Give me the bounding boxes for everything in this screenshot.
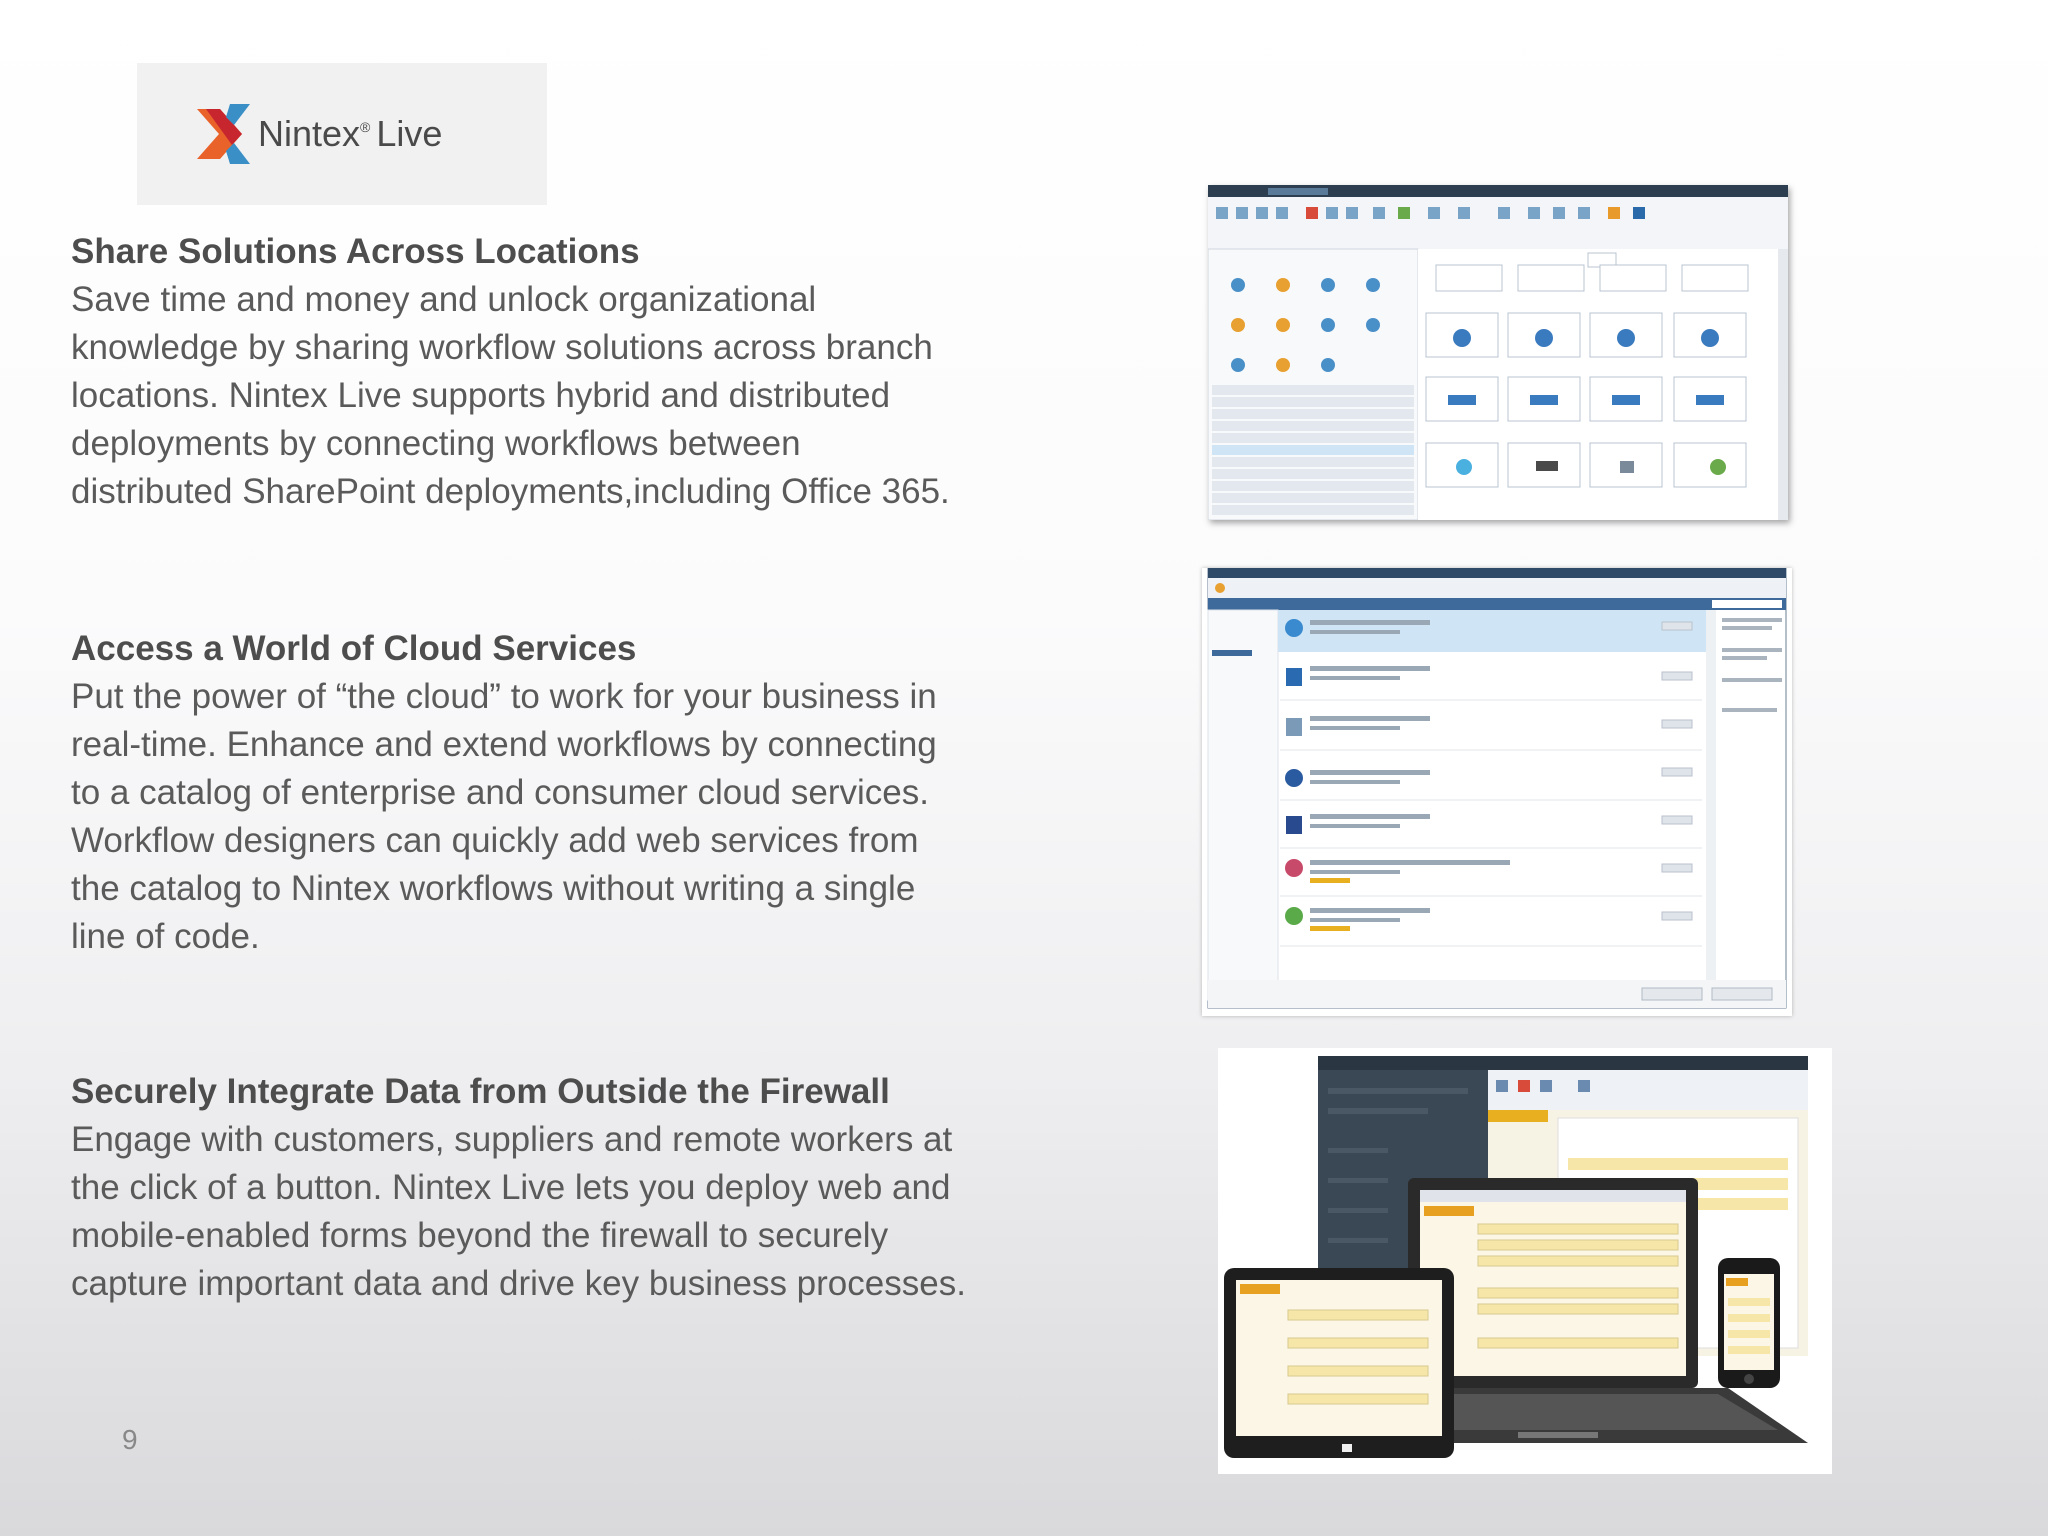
section-heading: Securely Integrate Data from Outside the Firewall [71,1072,890,1111]
nintex-live-logo [137,63,547,205]
workflow-designer-screenshot [1208,185,1788,520]
section-body: Put the power of “the cloud” to work for your business in real-time. Enhance and extend workflows by connecting to a catalog of enterprise and consumer cloud services. Workflow designers can quickly add web services from the catalog to Nintex workflows without writing a single line of code. [71,677,937,956]
section-secure-integration [71,1068,1031,1308]
section-heading: Share Solutions Across Locations [71,232,640,271]
section-body: Engage with customers, suppliers and remote workers at the click of a button. Nintex Live lets you deploy web and mobile-enabled forms beyond the firewall to securely capture important data and drive key business processes. [71,1120,966,1303]
section-heading: Access a World of Cloud Services [71,629,637,668]
svg-text:Nintex®Live: Nintex® Live [258,113,443,154]
nintex-x-logo-icon [192,89,492,179]
page-number: 9 [122,1424,138,1455]
logo-brand-suffix: Live [376,113,443,154]
section-cloud-services [71,625,1031,961]
section-body: Save time and money and unlock organizational knowledge by sharing workflow solutions across branch locations. Nintex Live supports hybrid and distributed deployments by connecting workflows between distributed SharePoint deployments,including Office 365. [71,280,950,511]
logo-brand-text: Nintex [258,113,361,154]
devices-forms-screenshot [1218,1048,1832,1474]
section-share-solutions [71,228,1031,516]
live-catalog-screenshot [1202,568,1792,1016]
